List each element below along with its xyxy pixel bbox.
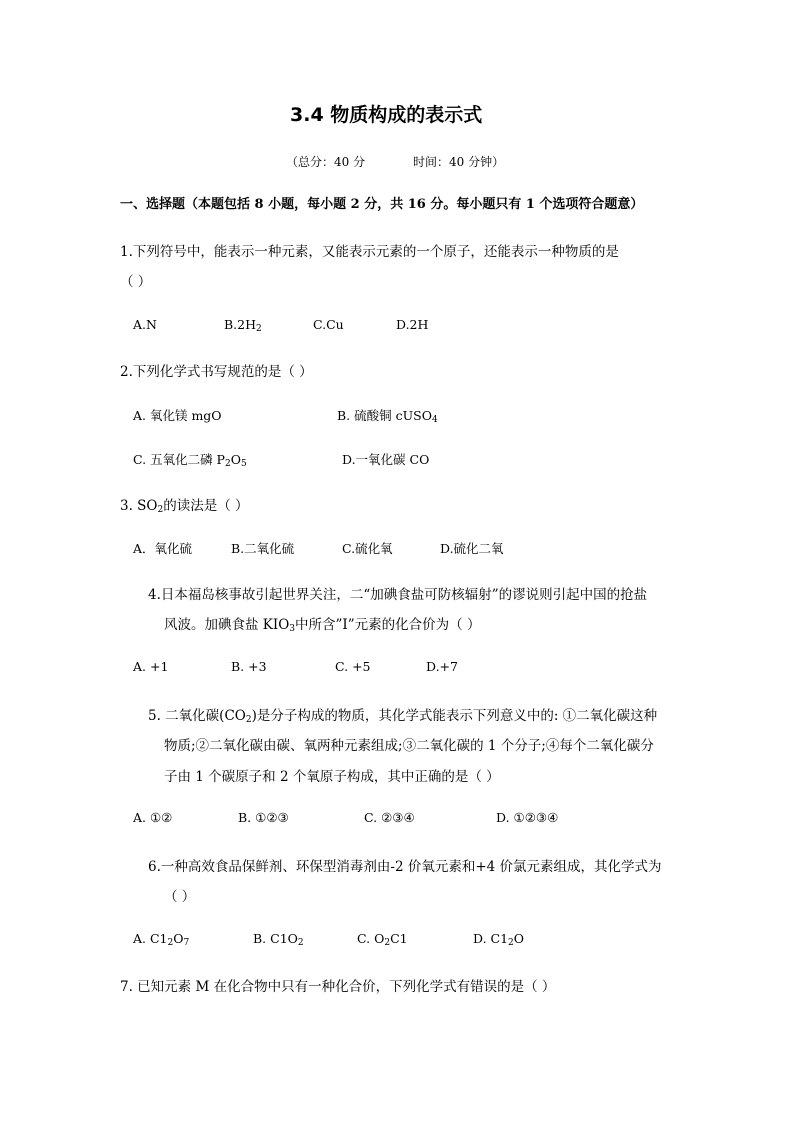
question-6-option-a: A. $C1_2O_7$ xyxy=(133,931,190,948)
question-4-option-b: B. +3 xyxy=(231,659,267,674)
total-score: （总分：40 分 xyxy=(286,155,366,169)
question-2-option-d: D.一氧化碳 CO xyxy=(342,452,430,467)
question-4-option-c: C. +5 xyxy=(335,659,371,674)
question-1-option-c: C.Cu xyxy=(313,317,344,332)
question-4-line-1: 4.日本福岛核事故引起世界关注，二“加碘食盐可防核辐射”的谬说则引起中国的抢盐 xyxy=(148,587,648,603)
section-heading: 一、选择题（本题包括 8 小题，每小题 2 分，共 16 分。每小题只有 1 个选项符合题意） xyxy=(120,197,644,212)
question-6-option-d: D. $C1_2O$ xyxy=(473,931,525,948)
page-title: 3.4 物质构成的表示式 xyxy=(290,104,483,126)
question-1-option-b: $B.2H_2$ xyxy=(224,317,262,334)
question-6-option-c: C. $O_2C1$ xyxy=(357,931,408,948)
question-1-paren: （ ） xyxy=(120,274,152,290)
question-4-option-a: A. +1 xyxy=(133,659,169,674)
question-2-option-c: C. 五氧化二磷 $P_2O_5$ xyxy=(133,452,247,469)
question-7-stem: 7. 已知元素 M 在化合物中只有一种化合价，下列化学式有错误的是（ ） xyxy=(120,979,556,995)
question-3-option-b: B.二氧化硫 xyxy=(231,541,295,556)
question-2-stem: 2.下列化学式书写规范的是（ ） xyxy=(120,364,313,380)
question-6-option-b: B. $C1O_2$ xyxy=(253,931,304,948)
question-5-line-2: 物质;②二氧化碳由碳、氧两种元素组成;③二氧化碳的 1 个分子;④每个二氧化碳分 xyxy=(164,738,654,754)
question-2-option-b: B. 硫酸铜 cUSO$_4$ xyxy=(337,408,438,425)
question-5-option-c: C. ②③④ xyxy=(364,810,415,825)
question-1-option-a: A.N xyxy=(133,317,157,332)
question-1-stem: 1.下列符号中，能表示一种元素，又能表示元素的一个原子，还能表示一种物质的是 xyxy=(120,244,619,260)
question-3-option-c: C.硫化氧 xyxy=(342,541,393,556)
question-4-line-2: 风波。加碘食盐 $KIO_3$中所含”I”元素的化合价为（ ） xyxy=(164,617,481,634)
question-5-line-1: 5. 二氧化碳$(CO_2)$是分子构成的物质，其化学式能表示下列意义中的: ①二氧化碳这种 xyxy=(148,708,658,725)
question-6-line-1: 6.一种高效食品保鲜剂、环保型消毒剂由-2 价氧元素和+4 价氯元素组成，其化学式为 xyxy=(148,859,662,875)
question-3-option-a: A．氧化硫 xyxy=(133,541,193,556)
question-5-option-d: D. ①②③④ xyxy=(496,810,559,825)
question-3-option-d: D.硫化二氧 xyxy=(440,541,504,556)
question-1-option-d: D.2H xyxy=(396,317,429,332)
question-3-stem: 3. $SO_2$的读法是（ ） xyxy=(120,498,249,515)
time-limit: 时间：40 分钟） xyxy=(413,155,505,169)
question-4-option-d: D.+7 xyxy=(426,659,458,674)
question-2-option-a: A. 氧化镁 mgO xyxy=(133,408,222,423)
question-5-option-a: A. ①② xyxy=(133,810,173,825)
question-5-option-b: B. ①②③ xyxy=(238,810,289,825)
question-6-line-2: （ ） xyxy=(164,889,196,905)
question-5-line-3: 子由 1 个碳原子和 2 个氧原子构成，其中正确的是（ ） xyxy=(164,769,500,785)
